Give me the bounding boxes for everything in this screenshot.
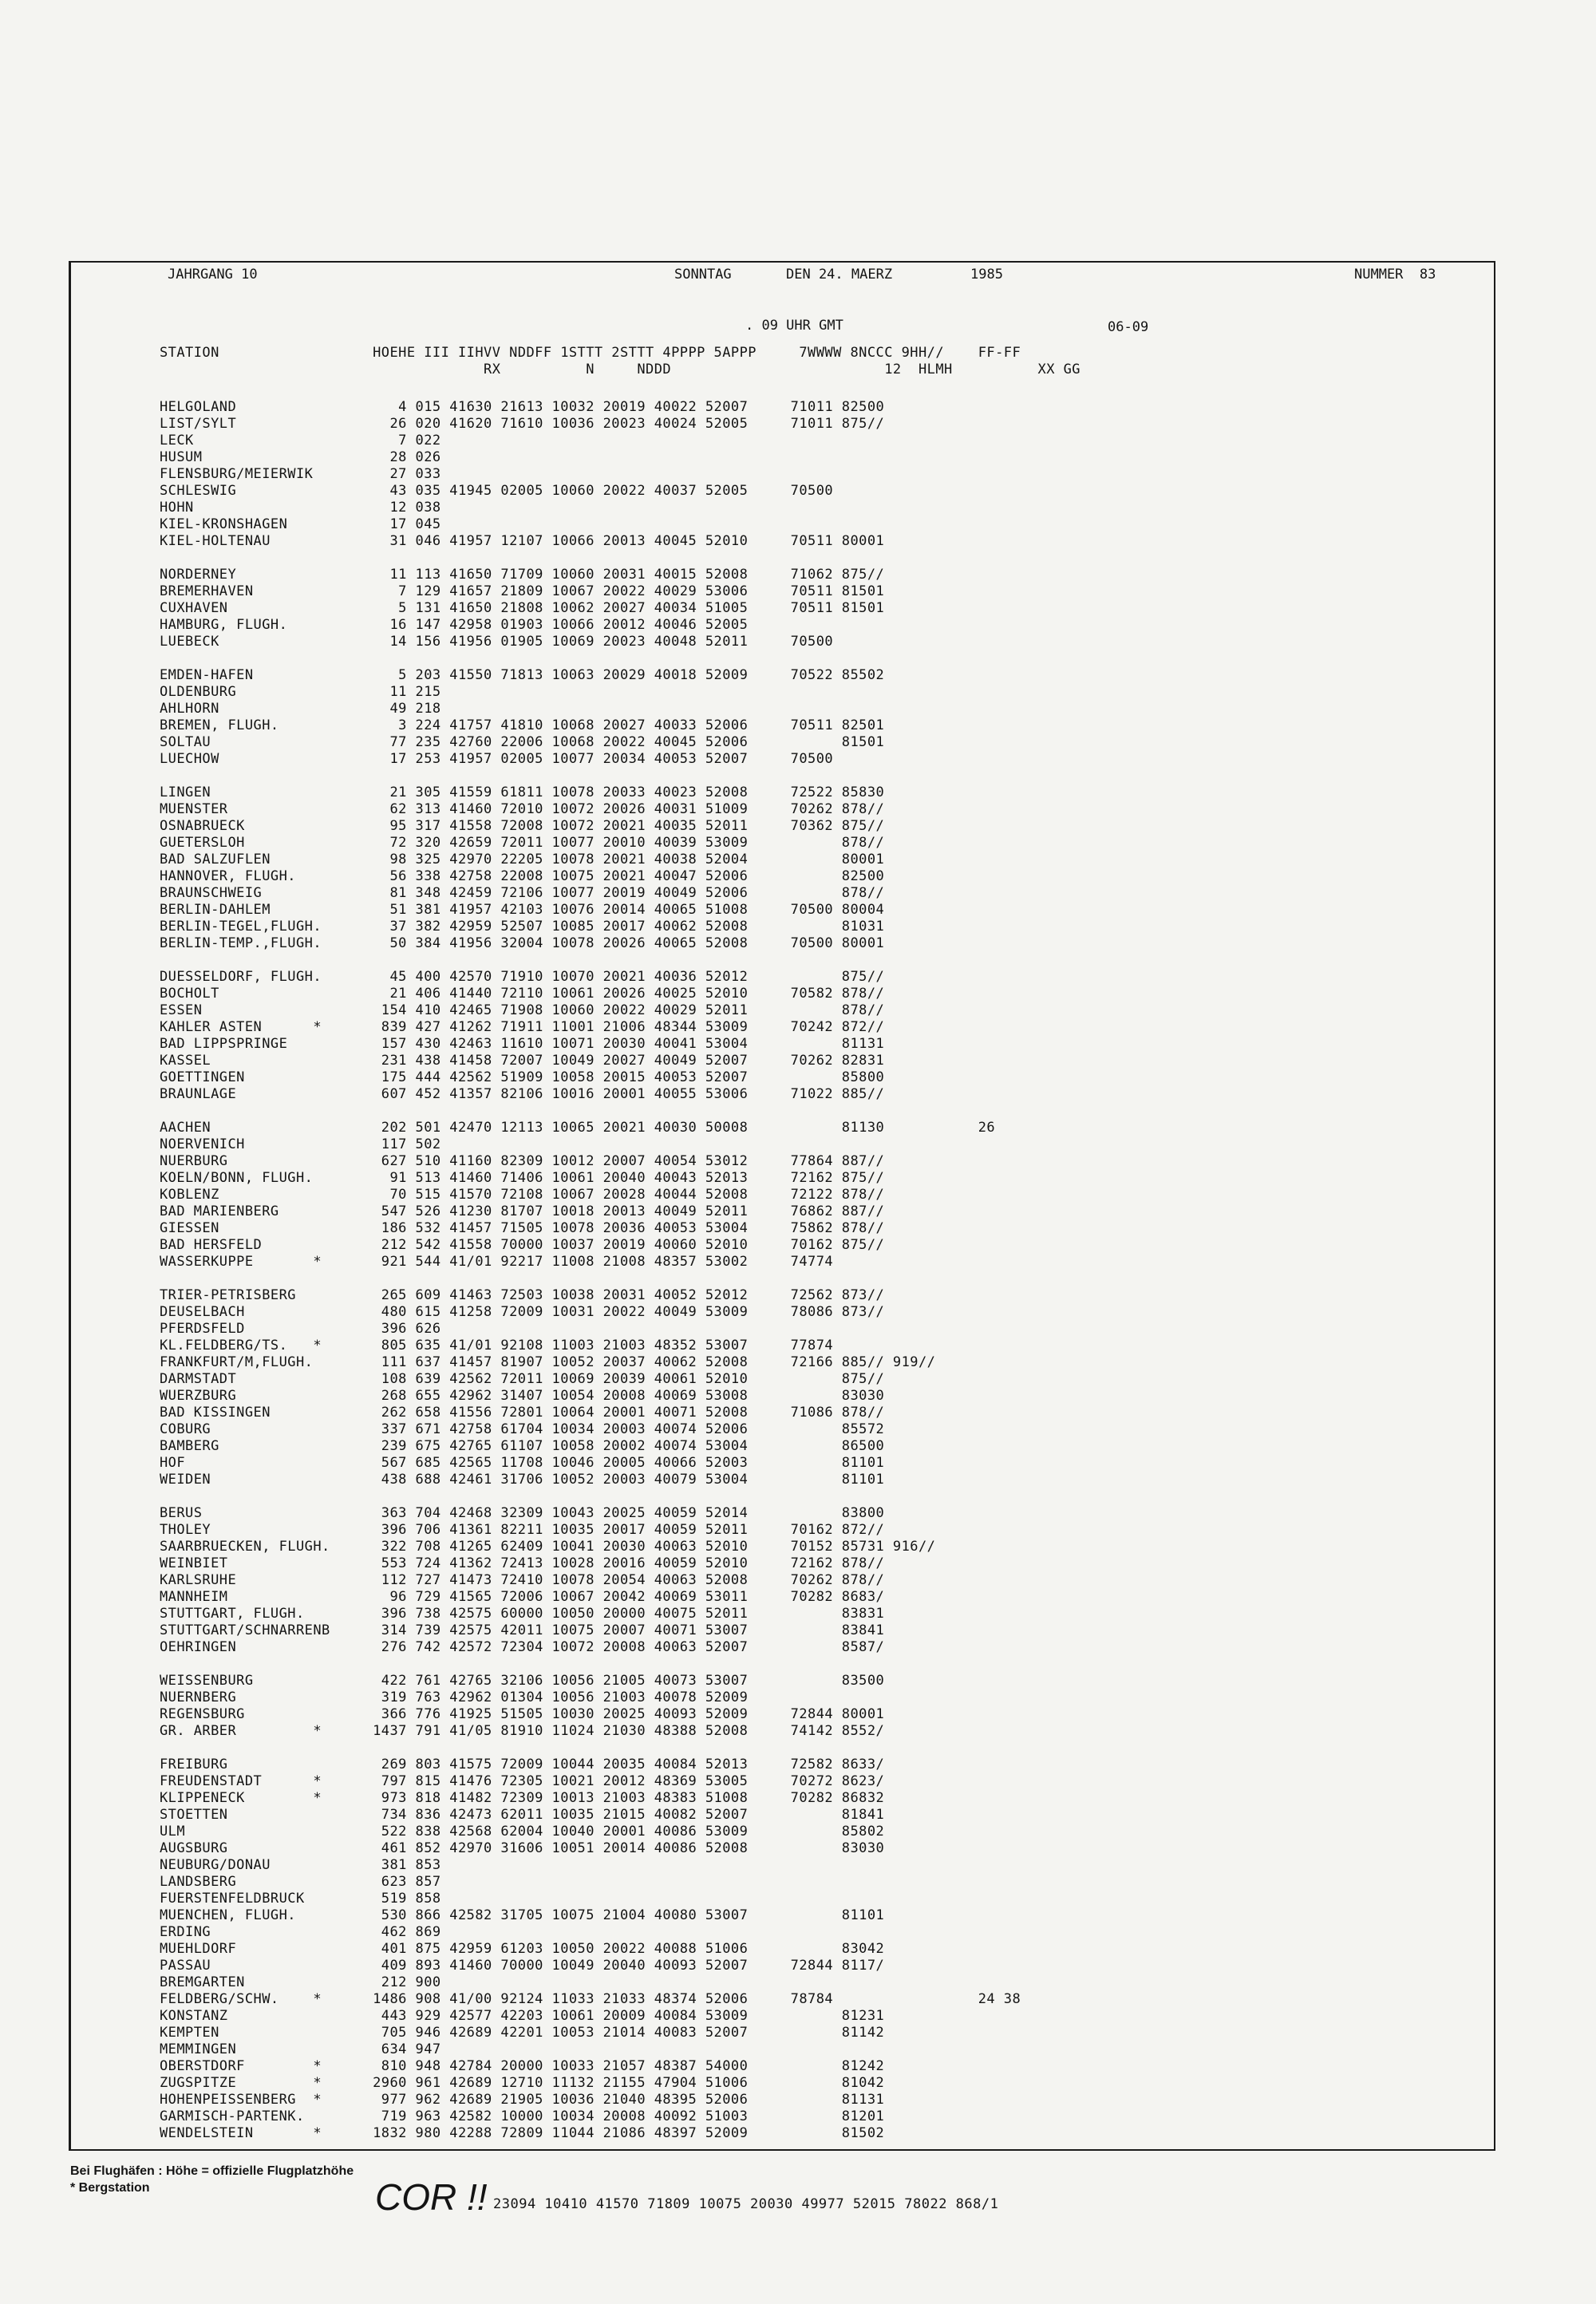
station-row: BAD SALZUFLEN 98 325 42970 22205 10078 20021 40038 52004 80001 xyxy=(160,852,885,867)
weekday-label: SONNTAG xyxy=(674,267,732,283)
station-row: LUECHOW 17 253 41957 02005 10077 20034 40053 52007 70500 xyxy=(160,751,834,767)
station-row: KIEL-HOLTENAU 31 046 41957 12107 10066 20013 40045 52010 70511 80001 xyxy=(160,533,885,549)
column-header-line: RX N NDDD 12 HLMH XX GG xyxy=(160,362,1080,377)
station-row: WEINBIET 553 724 41362 72413 10028 20016 40059 52010 72162 878// xyxy=(160,1555,885,1571)
station-row: ESSEN 154 410 42465 71908 10060 20022 40029 52011 878// xyxy=(160,1002,885,1018)
station-row: MUEHLDORF 401 875 42959 61203 10050 20022 40088 51006 83042 xyxy=(160,1941,885,1957)
volume-label: JAHRGANG 10 xyxy=(168,267,258,283)
station-row: FREIBURG 269 803 41575 72009 10044 20035 40084 52013 72582 8633/ xyxy=(160,1757,885,1772)
station-row: THOLEY 396 706 41361 82211 10035 20017 40059 52011 70162 872// xyxy=(160,1522,885,1538)
group-separator xyxy=(160,1488,1021,1505)
station-row: LUEBECK 14 156 41956 01905 10069 20023 40048 52011 70500 xyxy=(160,634,834,650)
station-row: OEHRINGEN 276 742 42572 72304 10072 20008 40063 52007 8587/ xyxy=(160,1639,885,1655)
station-row: GR. ARBER * 1437 791 41/05 81910 11024 21030 48388 52008 74142 8552/ xyxy=(160,1723,885,1739)
station-row: AACHEN 202 501 42470 12113 10065 20021 40030 50008 81130 26 xyxy=(160,1120,996,1136)
station-row: OSNABRUECK 95 317 41558 72008 10072 20021 40035 52011 70362 875// xyxy=(160,818,885,834)
correction-mark: COR !! xyxy=(375,2176,488,2218)
station-row: BERUS 363 704 42468 32309 10043 20025 40059 52014 83800 xyxy=(160,1505,885,1521)
station-row: BOCHOLT 21 406 41440 72110 10061 20026 40025 52010 70582 878// xyxy=(160,986,885,1002)
station-row: KL.FELDBERG/TS. * 805 635 41/01 92108 11003 21003 48352 53007 77874 xyxy=(160,1338,834,1354)
station-row: KIEL-KRONSHAGEN 17 045 xyxy=(160,516,441,532)
station-row: AUGSBURG 461 852 42970 31606 10051 20014 40086 52008 83030 xyxy=(160,1840,885,1856)
station-row: AHLHORN 49 218 xyxy=(160,701,441,717)
group-separator xyxy=(160,1656,1021,1673)
station-row: REGENSBURG 366 776 41925 51505 10030 20025 40093 52009 72844 80001 xyxy=(160,1706,885,1722)
station-row: HAMBURG, FLUGH. 16 147 42958 01903 10066 20012 40046 52005 xyxy=(160,617,749,633)
station-row: PFERDSFELD 396 626 xyxy=(160,1321,441,1337)
station-row: KONSTANZ 443 929 42577 42203 10061 20009 40084 53009 81231 xyxy=(160,2008,885,2024)
station-row: BERLIN-TEMP.,FLUGH. 50 384 41956 32004 10078 20026 40065 52008 70500 80001 xyxy=(160,935,885,951)
station-row: ULM 522 838 42568 62004 10040 20001 40086 53009 85802 xyxy=(160,1824,885,1840)
station-row: MEMMINGEN 634 947 xyxy=(160,2041,441,2057)
group-separator xyxy=(160,768,1021,784)
station-row: DUESSELDORF, FLUGH. 45 400 42570 71910 10070 20021 40036 52012 875// xyxy=(160,969,885,985)
station-row: BAD KISSINGEN 262 658 41556 72801 10064 20001 40071 52008 71086 878// xyxy=(160,1405,885,1421)
station-row: SOLTAU 77 235 42760 22006 10068 20022 40045 52006 81501 xyxy=(160,734,885,750)
group-separator xyxy=(160,1271,1021,1287)
observation-time: . 09 UHR GMT xyxy=(745,318,843,334)
group-separator xyxy=(160,650,1021,667)
station-row: SAARBRUECKEN, FLUGH. 322 708 41265 62409 10041 20030 40063 52010 70152 85731 916// xyxy=(160,1539,936,1555)
station-row: HOHENPEISSENBERG * 977 962 42689 21905 10036 21040 48395 52006 81131 xyxy=(160,2092,885,2108)
station-row: LECK 7 022 xyxy=(160,433,441,449)
station-row: ZUGSPITZE * 2960 961 42689 12710 11132 21155 47904 51006 81042 xyxy=(160,2075,885,2091)
station-row: ERDING 462 869 xyxy=(160,1924,441,1940)
station-row: BAD MARIENBERG 547 526 41230 81707 10018 20013 40049 52011 76862 887// xyxy=(160,1203,885,1219)
station-row: KOBLENZ 70 515 41570 72108 10067 20028 40044 52008 72122 878// xyxy=(160,1187,885,1203)
station-row: MANNHEIM 96 729 41565 72006 10067 20042 40069 53011 70282 8683/ xyxy=(160,1589,885,1605)
station-row: BREMERHAVEN 7 129 41657 21809 10067 20022 40029 53006 70511 81501 xyxy=(160,583,885,599)
station-row: EMDEN-HAFEN 5 203 41550 71813 10063 20029 40018 52009 70522 85502 xyxy=(160,667,885,683)
station-row: BRAUNSCHWEIG 81 348 42459 72106 10077 20019 40049 52006 878// xyxy=(160,885,885,901)
station-row: KASSEL 231 438 41458 72007 10049 20027 40049 52007 70262 82831 xyxy=(160,1053,885,1069)
station-row: FLENSBURG/MEIERWIK 27 033 xyxy=(160,466,441,482)
station-row: NEUBURG/DONAU 381 853 xyxy=(160,1857,441,1873)
station-row: WUERZBURG 268 655 42962 31407 10054 20008 40069 53008 83030 xyxy=(160,1388,885,1404)
station-row: BAD LIPPSPRINGE 157 430 42463 11610 10071 20030 40041 53004 81131 xyxy=(160,1036,885,1052)
station-row: BERLIN-DAHLEM 51 381 41957 42103 10076 20014 40065 51008 70500 80004 xyxy=(160,902,885,918)
station-row: LANDSBERG 623 857 xyxy=(160,1874,441,1890)
station-table xyxy=(160,399,1021,2142)
correction-line: 23094 10410 41570 71809 10075 20030 49977 52015 78022 868/1 xyxy=(493,2196,999,2212)
station-row: LINGEN 21 305 41559 61811 10078 20033 40023 52008 72522 85830 xyxy=(160,784,885,800)
station-row: BAMBERG 239 675 42765 61107 10058 20002 40074 53004 86500 xyxy=(160,1438,885,1454)
station-row: HUSUM 28 026 xyxy=(160,449,441,465)
station-row: CUXHAVEN 5 131 41650 21808 10062 20027 40034 51005 70511 81501 xyxy=(160,600,885,616)
station-row: DEUSELBACH 480 615 41258 72009 10031 20022 40049 53009 78086 873// xyxy=(160,1304,885,1320)
station-row: OLDENBURG 11 215 xyxy=(160,684,441,700)
station-row: GARMISCH-PARTENK. 719 963 42582 10000 10034 20008 40092 51003 81201 xyxy=(160,2108,885,2124)
station-row: WENDELSTEIN * 1832 980 42288 72809 11044 21086 48397 52009 81502 xyxy=(160,2125,885,2141)
station-row: HOF 567 685 42565 11708 10046 20005 40066 52003 81101 xyxy=(160,1455,885,1471)
station-row: STUTTGART/SCHNARRENB 314 739 42575 42011 10075 20007 40071 53007 83841 xyxy=(160,1622,885,1638)
station-row: KARLSRUHE 112 727 41473 72410 10078 20054 40063 52008 70262 878// xyxy=(160,1572,885,1588)
station-row: FUERSTENFELDBRUCK 519 858 xyxy=(160,1891,441,1907)
station-row: BREMEN, FLUGH. 3 224 41757 41810 10068 20027 40033 52006 70511 82501 xyxy=(160,717,885,733)
year-label: 1985 xyxy=(970,267,1003,283)
footnote-mountain-station: * Bergstation xyxy=(70,2181,150,2195)
station-row: LIST/SYLT 26 020 41620 71610 10036 20023 40024 52005 71011 875// xyxy=(160,416,885,432)
station-row: BERLIN-TEGEL,FLUGH. 37 382 42959 52507 10085 20017 40062 52008 81031 xyxy=(160,919,885,935)
station-row: SCHLESWIG 43 035 41945 02005 10060 20022 40037 52005 70500 xyxy=(160,483,834,499)
station-row: DARMSTADT 108 639 42562 72011 10069 20039 40061 52010 875// xyxy=(160,1371,885,1387)
station-row: FELDBERG/SCHW. * 1486 908 41/00 92124 11033 21033 48374 52006 78784 24 38 xyxy=(160,1991,1021,2007)
station-row: NUERNBERG 319 763 42962 01304 10056 21003 40078 52009 xyxy=(160,1689,749,1705)
station-row: PASSAU 409 893 41460 70000 10049 20040 40093 52007 72844 8117/ xyxy=(160,1958,885,1974)
station-row: KLIPPENECK * 973 818 41482 72309 10013 21003 48383 51008 70282 86832 xyxy=(160,1790,885,1806)
group-separator xyxy=(160,1740,1021,1757)
station-row: BAD HERSFELD 212 542 41558 70000 10037 20019 40060 52010 70162 875// xyxy=(160,1237,885,1253)
footnote-airports: Bei Flughäfen : Höhe = offizielle Flugplatzhöhe xyxy=(70,2164,354,2178)
station-row: MUENCHEN, FLUGH. 530 866 42582 31705 10075 21004 40080 53007 81101 xyxy=(160,1907,885,1923)
station-row: COBURG 337 671 42758 61704 10034 20003 40074 52006 85572 xyxy=(160,1421,885,1437)
station-row: HOHN 12 038 xyxy=(160,500,441,516)
station-row: OBERSTDORF * 810 948 42784 20000 10033 21057 48387 54000 81242 xyxy=(160,2058,885,2074)
station-row: BREMGARTEN 212 900 xyxy=(160,1974,441,1990)
column-headers xyxy=(160,345,1080,378)
station-row: MUENSTER 62 313 41460 72010 10072 20026 40031 51009 70262 878// xyxy=(160,801,885,817)
station-row: WEISSENBURG 422 761 42765 32106 10056 21005 40073 53007 83500 xyxy=(160,1673,885,1689)
station-row: HELGOLAND 4 015 41630 21613 10032 20019 40022 52007 71011 82500 xyxy=(160,399,885,415)
group-separator xyxy=(160,550,1021,567)
station-row: HANNOVER, FLUGH. 56 338 42758 22008 10075 20021 40047 52006 82500 xyxy=(160,868,885,884)
station-row: FREUDENSTADT * 797 815 41476 72305 10021 20012 48369 53005 70272 8623/ xyxy=(160,1773,885,1789)
group-separator xyxy=(160,952,1021,969)
station-row: FRANKFURT/M,FLUGH. 111 637 41457 81907 10052 20037 40062 52008 72166 885// 919// xyxy=(160,1354,936,1370)
station-row: KOELN/BONN, FLUGH. 91 513 41460 71406 10061 20040 40043 52013 72162 875// xyxy=(160,1170,885,1186)
station-row: KAHLER ASTEN * 839 427 41262 71911 11001 21006 48344 53009 70242 872// xyxy=(160,1019,885,1035)
station-row: GOETTINGEN 175 444 42562 51909 10058 20015 40053 52007 85800 xyxy=(160,1069,885,1085)
station-row: BRAUNLAGE 607 452 41357 82106 10016 20001 40055 53006 71022 885// xyxy=(160,1086,885,1102)
station-row: GIESSEN 186 532 41457 71505 10078 20036 40053 53004 75862 878// xyxy=(160,1220,885,1236)
period-label: 06-09 xyxy=(1108,319,1149,335)
group-separator xyxy=(160,1103,1021,1120)
station-row: WEIDEN 438 688 42461 31706 10052 20003 40079 53004 81101 xyxy=(160,1472,885,1488)
station-row: STOETTEN 734 836 42473 62011 10035 21015 40082 52007 81841 xyxy=(160,1807,885,1823)
station-row: NUERBURG 627 510 41160 82309 10012 20007 40054 53012 77864 887// xyxy=(160,1153,885,1169)
date-label: DEN 24. MAERZ xyxy=(786,267,893,283)
station-row: NORDERNEY 11 113 41650 71709 10060 20031 40015 52008 71062 875// xyxy=(160,567,885,583)
station-row: STUTTGART, FLUGH. 396 738 42575 60000 10050 20000 40075 52011 83831 xyxy=(160,1606,885,1622)
issue-number: NUMMER 83 xyxy=(1354,267,1436,283)
station-row: WASSERKUPPE * 921 544 41/01 92217 11008 21008 48357 53002 74774 xyxy=(160,1254,834,1270)
column-header-line: STATION HOEHE III IIHVV NDDFF 1STTT 2STTT 4PPPP 5APPP 7WWWW 8NCCC 9HH// FF-FF xyxy=(160,345,1021,361)
station-row: KEMPTEN 705 946 42689 42201 10053 21014 40083 52007 81142 xyxy=(160,2025,885,2041)
station-row: NOERVENICH 117 502 xyxy=(160,1136,441,1152)
station-row: TRIER-PETRISBERG 265 609 41463 72503 10038 20031 40052 52012 72562 873// xyxy=(160,1287,885,1303)
station-row: GUETERSLOH 72 320 42659 72011 10077 20010 40039 53009 878// xyxy=(160,835,885,851)
